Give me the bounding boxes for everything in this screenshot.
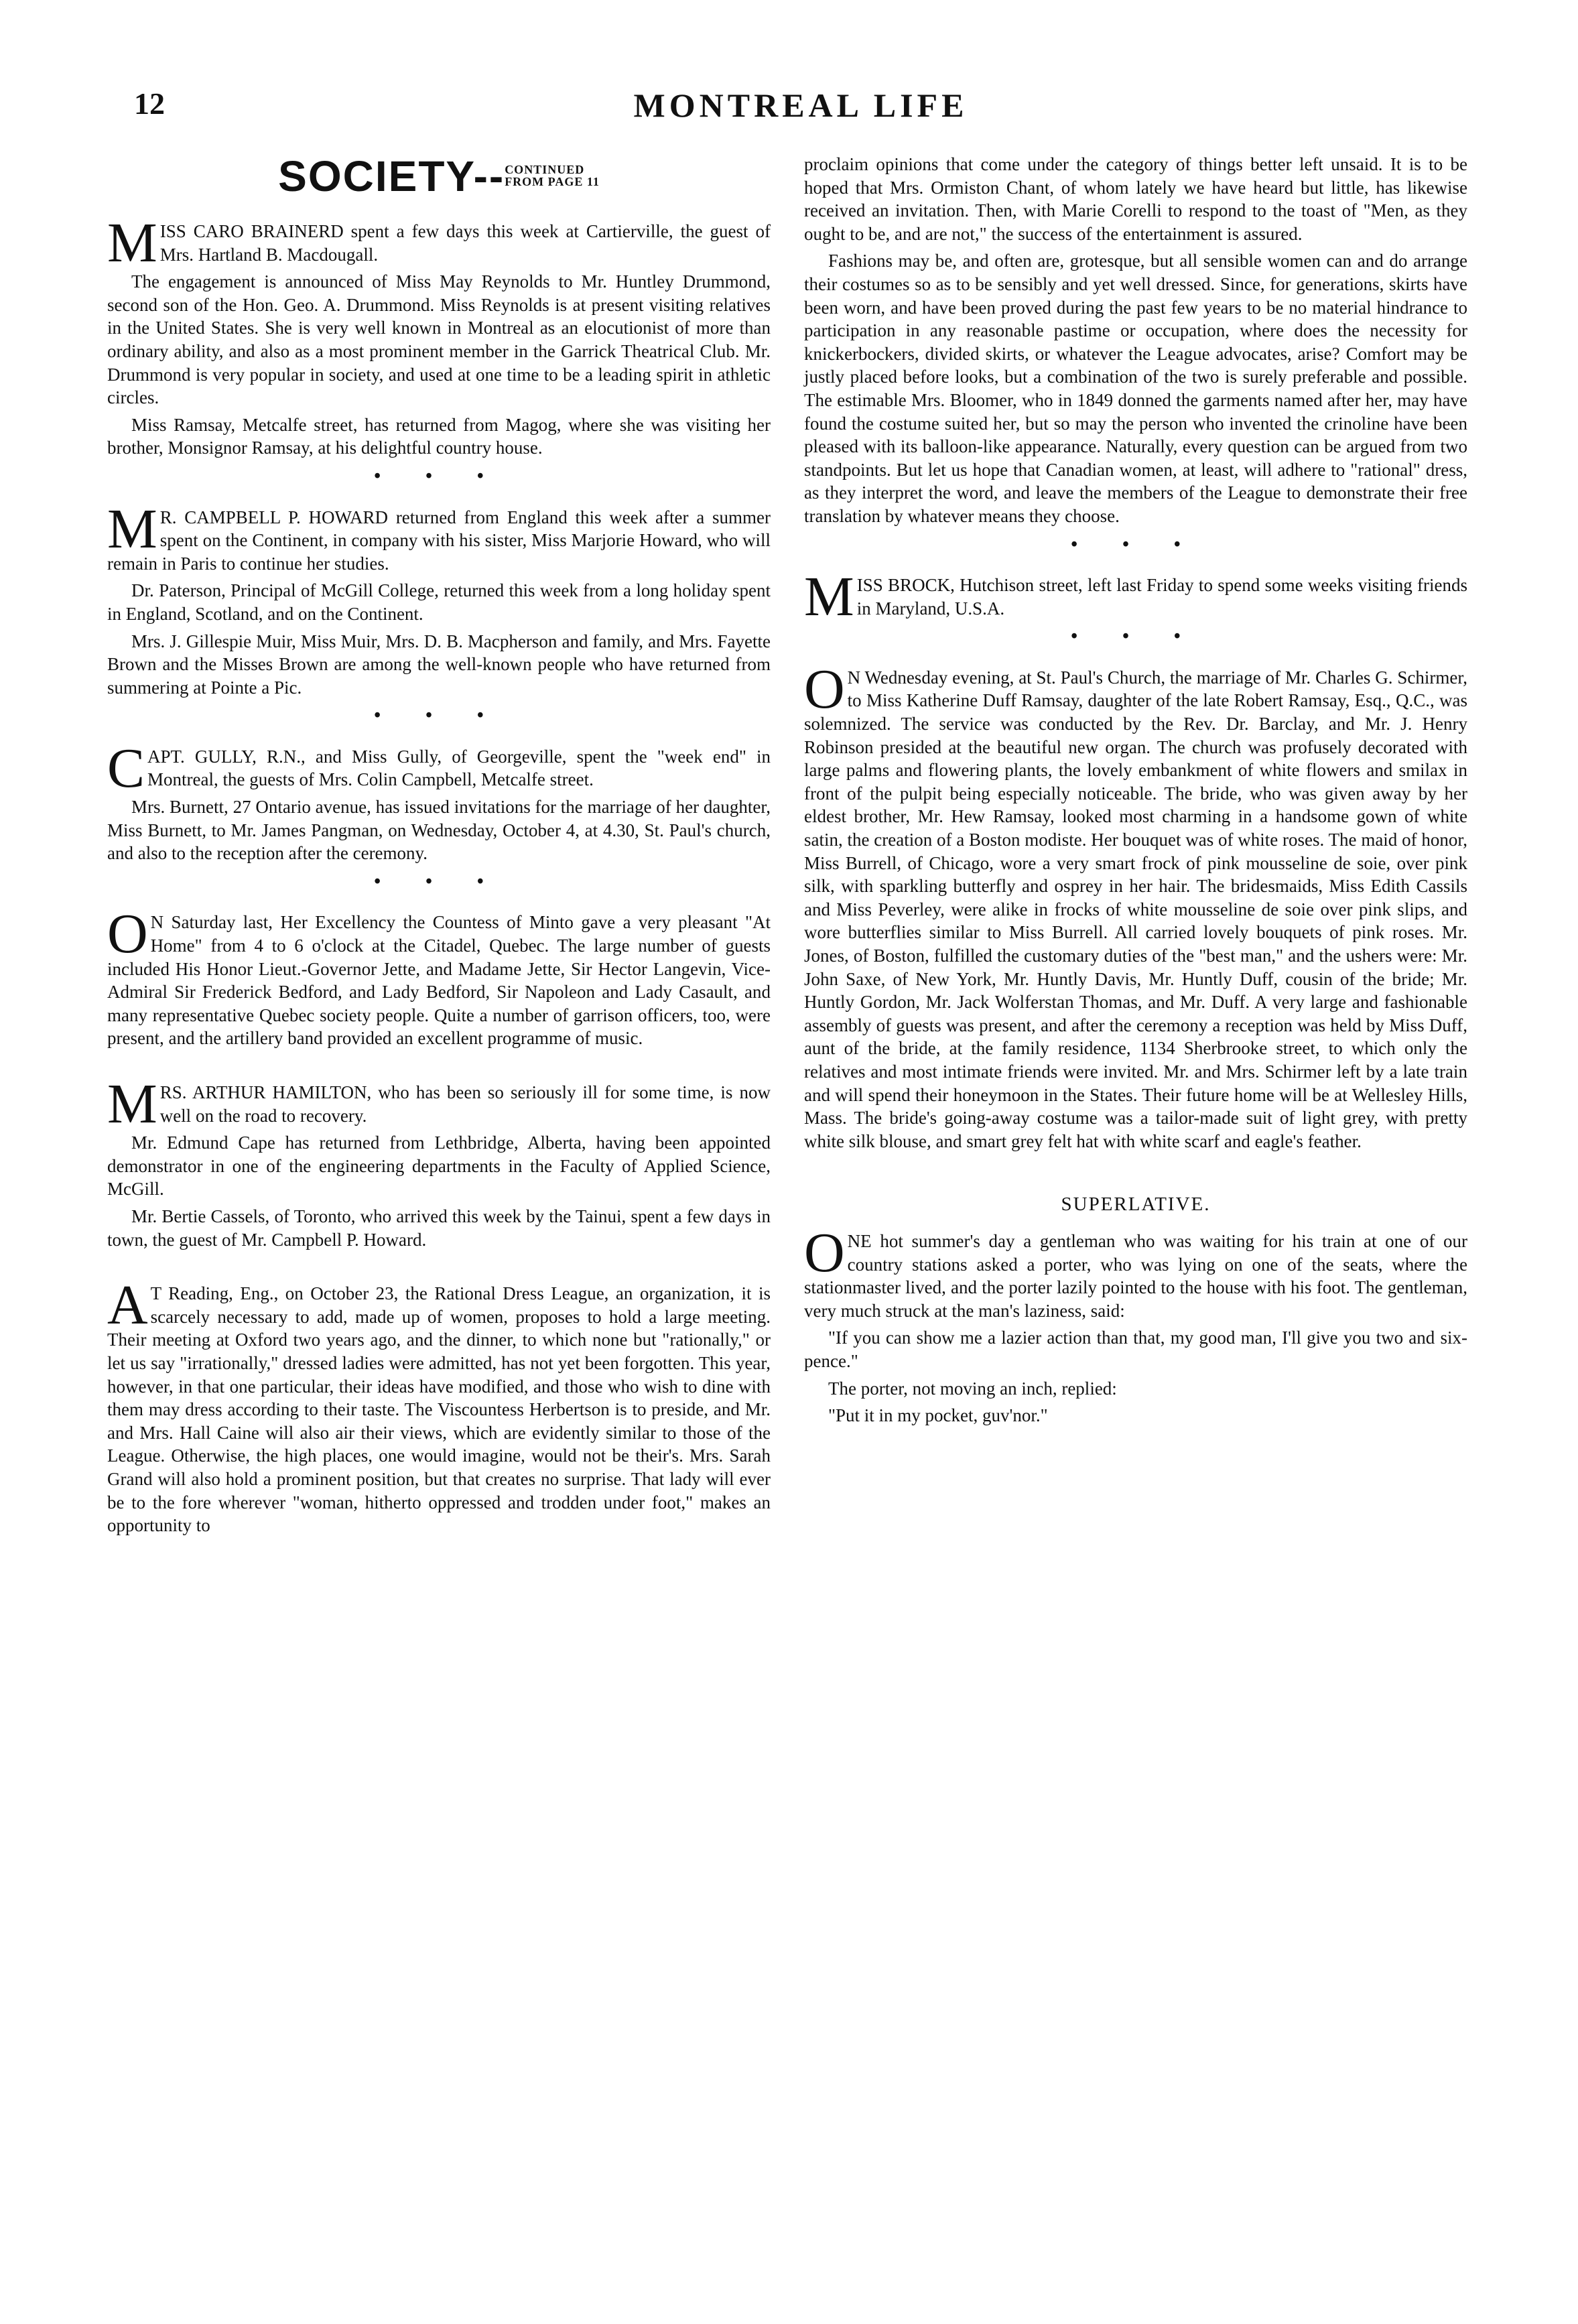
- section-divider: • • •: [374, 870, 504, 892]
- article-minto: [107, 903, 771, 1050]
- paragraph: [107, 1274, 771, 1537]
- article-rational-dress: [107, 1274, 771, 1537]
- paragraph: "Put it in my pocket, guv'nor.": [828, 1405, 1048, 1426]
- drop-cap: O: [804, 657, 845, 720]
- paragraph: [804, 1221, 1467, 1322]
- paragraph: Mr. Edmund Cape has returned from Lethbridge, Alberta, having been appointed demonstrator in one of the engineering departments in the Faculty of Applied Science, McGill.: [107, 1133, 771, 1200]
- paragraph-text: N Saturday last, Her Excellency the Countess of Minto gave a very pleasant "At Home" from 4 to 6 o'clock at the Citadel, Quebec. The large number of guests included His Honor Lieut.-Governor Jette, and Madame Jette, Sir Hector Langevin, Vice-Admiral Sir Frederick Bedford, and Lady Bedford, Sir Napoleon and Lady Casault, and many representative Quebec society people. Quite a number of garrison officers, too, were present, and the artillery band provided an excellent programme of music.: [107, 912, 771, 1049]
- paragraph: [804, 657, 1467, 1153]
- drop-cap: M: [107, 497, 157, 560]
- paragraph: Fashions may be, and often are, grotesque, but all sensible women can and do arrange their costumes so as to be sensibly and yet well dressed. Since, for generations, skirts have been worn, and have been proved during the past few years to be no material hindrance to participation in any reasonable pastime or occupation, where does the necessity for knickerbockers, divided skirts, or whatever the League advocates, arise? Comfort may be justly placed before looks, but a combination of the two is surely preferable and possible. The estimable Mrs. Bloomer, who in 1849 donned the garments named after her, may have found the costume suited her, but so may the person who invented the crinoline have been pleased with its balloon-like appearance. Naturally, every question can be argued from two standpoints. But let us hope that Canadian women, at least, will adhere to "rational" dress, as they interpret the word, and leave the members of the League to demonstrate their free translation by whatever means they choose.: [804, 251, 1467, 526]
- paragraph: Mr. Bertie Cassels, of Toronto, who arrived this week by the Tainui, spent a few days in town, the guest of Mr. Campbell P. Howard.: [107, 1206, 771, 1250]
- drop-cap: M: [107, 1073, 157, 1135]
- spacer: [107, 1256, 771, 1282]
- paragraph: [804, 566, 1467, 629]
- paragraph-text: ISS BROCK, Hutchison street, left last Friday to spend some weeks visiting friends in Maryland, U.S.A.: [856, 575, 1467, 619]
- section-divider: • • •: [374, 705, 504, 726]
- drop-cap: A: [107, 1274, 148, 1337]
- article-superlative: [804, 1221, 1467, 1427]
- paragraph-text: N Wednesday evening, at St. Paul's Church, the marriage of Mr. Charles G. Schirmer, to Miss Katherine Duff Ramsay, daughter of the late Robert Ramsay, Esq., Q.C., was solemnized. The service was conducted by the Rev. Dr. Barclay, and Mr. J. Henry Robinson presided at the beautiful new organ. The church was profusely decorated with large palms and flowering plants, the lovely embankment of white flowers and smilax in front of the pulpit being especially noticeable. The bride, who was given away by her eldest brother, Mr. Hew Ramsay, looked most charming in a handsome gown of white satin, the creation of a Boston modiste. Her bouquet was of white roses. The maid of honor, Miss Burrell, of Chicago, wore a very smart frock of pink mousseline de soie, over pink silk, with sparkling butterfly and osprey in her hair. The bridesmaids, Miss Edith Cassils and Miss Peverley, were alike in frocks of white mousseline de soie over pink slips, and wore butterflies similar to Miss Burrell. All carried lovely bouquets of pink roses. Mr. Jones, of Boston, fulfilled the customary duties of the "best man," and the ushers were: Mr. John Saxe, of New York, Mr. Huntly Davis, Mr. Huntly Duff, cousin of the bride; Mr. Huntly Gordon, Mr. Jack Wolferstan Thomas, and Mr. Duff. A very large and fashionable assembly of guests was present, and after the ceremony a reception was held by Miss Duff, aunt of the bride, at the family residence, 1134 Sherbrooke street, to which only the relatives and most intimate friends were invited. Mr. and Mrs. Schirmer left by a late train and will spend their honeymoon in the States. Their future home will be at Wellesley Hills, Mass. The bride's going-away costume was a tailor-made suit of light grey, with pretty white silk blouse, and smart grey felt hat with white scarf and eagle's feather.: [804, 667, 1467, 1151]
- spacer: [107, 1055, 771, 1081]
- section-divider: • • •: [374, 465, 504, 487]
- masthead: MONTREAL LIFE: [633, 86, 968, 124]
- page-header: [121, 86, 1481, 133]
- article-rational-dress-continued: [804, 153, 1467, 528]
- paragraph: [107, 736, 771, 799]
- paragraph: The porter, not moving an inch, replied:: [828, 1378, 1117, 1399]
- paragraph: [107, 903, 771, 1050]
- paragraph-text: RS. ARTHUR HAMILTON, who has been so seriously ill for some time, is now well on the road to recovery.: [159, 1082, 771, 1126]
- from-page-label: FROM PAGE 11: [505, 175, 600, 188]
- paragraph: Miss Ramsay, Metcalfe street, has returned from Magog, where she was visiting her brother, Monsignor Ramsay, at his delightful country house.: [107, 414, 771, 458]
- paragraph: [107, 212, 771, 274]
- drop-cap: C: [107, 736, 145, 799]
- drop-cap: O: [804, 1221, 845, 1284]
- section-divider: • • •: [1071, 533, 1201, 555]
- right-column: [804, 153, 1467, 1433]
- paragraph-text: NE hot summer's day a gentleman who was waiting for his train at one of our country stations asked a porter, who was lying on one of the seats, where the stationmaster lived, and the porter lazily pointed to the house with his foot. The gentleman, very much struck at the man's laziness, said:: [804, 1230, 1467, 1321]
- superlative-heading: SUPERLATIVE.: [1061, 1193, 1211, 1216]
- left-column: [107, 153, 771, 1543]
- paragraph: [107, 1073, 771, 1135]
- paragraph-text: ISS CARO BRAINERD spent a few days this week at Cartierville, the guest of Mrs. Hartland B. Macdougall.: [159, 221, 771, 265]
- section-title-text: SOCIETY--: [278, 152, 505, 200]
- drop-cap: O: [107, 903, 148, 966]
- continued-label: CONTINUED: [505, 163, 585, 176]
- article-hamilton: [107, 1073, 771, 1251]
- section-continued-note: [505, 164, 600, 188]
- section-title: [107, 153, 771, 200]
- article-gully: [107, 736, 771, 865]
- paragraph: "If you can show me a lazier action than that, my good man, I'll give you two and six-pence.": [804, 1328, 1467, 1371]
- drop-cap: M: [107, 212, 157, 274]
- paragraph: Mrs. Burnett, 27 Ontario avenue, has issued invitations for the marriage of her daughter, Miss Burnett, to Mr. James Pangman, on Wednesday, October 4, at 4.30, St. Paul's church, and also to the reception after the ceremony.: [107, 797, 771, 864]
- page-number: 12: [134, 86, 165, 121]
- paragraph: The engagement is announced of Miss May Reynolds to Mr. Huntley Drummond, second son of the Hon. Geo. A. Drummond. Miss Reynolds is at present visiting relatives in the United States. She is very well known in Montreal as an elocutionist of more than ordinary ability, and also as a most prominent member in the Garrick Theatrical Club. Mr. Drummond is very popular in society, and used at one time to be a leading spirit in athletic circles.: [107, 271, 771, 408]
- paragraph-text: APT. GULLY, R.N., and Miss Gully, of Georgeville, spent the "week end" in Montreal, the guests of Mrs. Colin Campbell, Metcalfe street.: [147, 746, 771, 790]
- paragraph: proclaim opinions that come under the category of things better left unsaid. It is to be hoped that Mrs. Ormiston Chant, of whom lately we have heard but little, has likewise received an invitation. Then, with Marie Corelli to respond to the toast of "Men, as they ought to be, and are not," the success of the entertainment is assured.: [804, 154, 1467, 244]
- paragraph-text: T Reading, Eng., on October 23, the Rational Dress League, an organization, it is scarcely necessary to add, made up of women, proposes to hold a large meeting. Their meeting at Oxford two years ago, and the dinner, to which none but "rationally," or let us say "irrationally," dressed ladies were admitted, has not yet been forgotten. This year, however, in that one particular, their ideas have modified, and those who wish to dine with them may dress according to their taste. The Viscountess Herbertson is to preside, and Mr. and Mrs. Hall Caine will also air their views, which are evidently similar to those of the League. Otherwise, the high places, one would imagine, would not be their's. Mrs. Sarah Grand will also hold a prominent position, but that creates no surprise. That lady will ever be to the fore wherever "woman, hitherto oppressed and trodden under foot," makes an opportunity to: [107, 1283, 771, 1536]
- paragraph-text: R. CAMPBELL P. HOWARD returned from England this week after a summer spent on the Continent, in company with his sister, Miss Marjorie Howard, who will remain in Paris to continue her studies.: [107, 507, 771, 574]
- section-divider: • • •: [1071, 626, 1201, 647]
- paragraph: Dr. Paterson, Principal of McGill College, returned this week from a long holiday spent in England, Scotland, and on the Continent.: [107, 580, 771, 624]
- article-howard: [107, 497, 771, 700]
- article-brainerd: [107, 212, 771, 460]
- drop-cap: M: [804, 566, 854, 629]
- article-schirmer-wedding: [804, 657, 1467, 1153]
- paragraph: [107, 497, 771, 576]
- paragraph: Mrs. J. Gillespie Muir, Miss Muir, Mrs. D. B. Macpherson and family, and Mrs. Fayette Brown and the Misses Brown are among the well-known people who have returned from summering at Pointe a Pic.: [107, 631, 771, 698]
- article-brock: [804, 566, 1467, 629]
